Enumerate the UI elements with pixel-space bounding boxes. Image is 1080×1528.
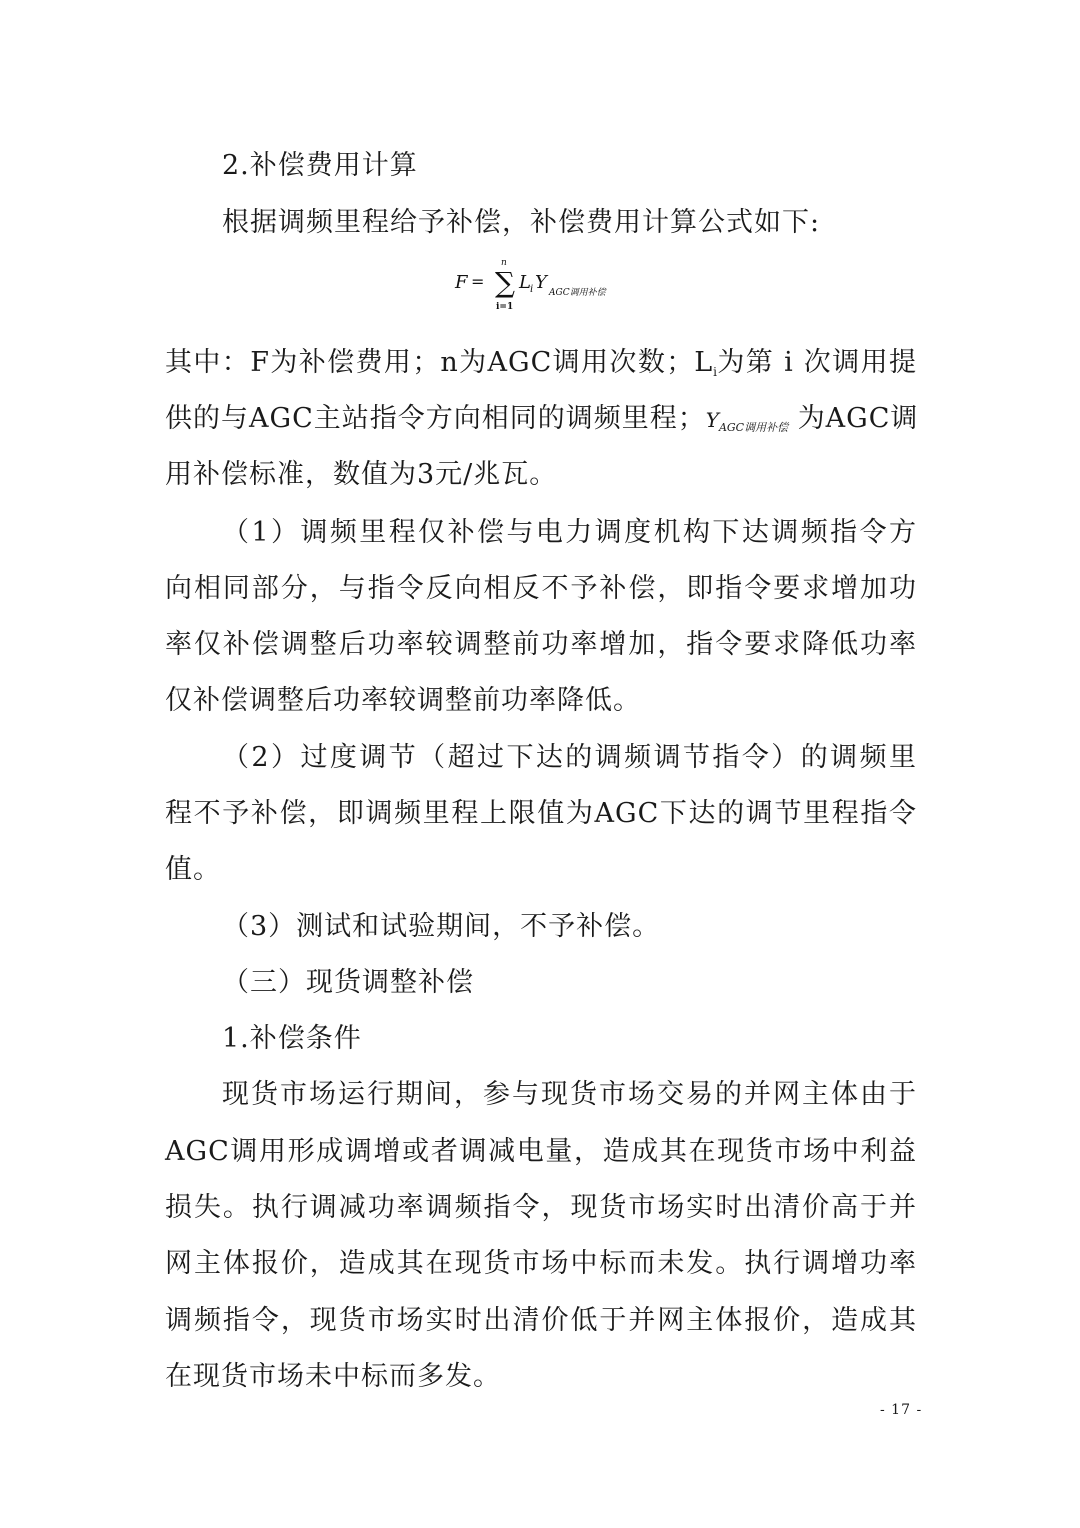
formula-Y: Y <box>535 272 547 293</box>
section-heading-2: 2.补偿费用计算 <box>222 150 418 181</box>
item-2-line-2: 程不予补偿，即调频里程上限值为AGC下达的调节里程指令 <box>165 798 917 829</box>
formula-sigma: ∑ <box>495 266 515 299</box>
formula-Y-sub: AGC调用补偿 <box>549 288 606 298</box>
formula-upper: n <box>501 258 507 268</box>
item-2-line-3: 值。 <box>165 854 221 885</box>
conditions-line-4: 网主体报价，造成其在现货市场中标而未发。执行调增功率 <box>165 1248 917 1279</box>
formula-lhs: F <box>455 272 468 293</box>
conditions-line-3: 损失。执行调减功率调频指令，现货市场实时出清价高于并 <box>165 1192 917 1223</box>
item-1-line-4: 仅补偿调整后功率较调整前功率降低。 <box>165 685 641 716</box>
formula-intro: 根据调频里程给予补偿，补偿费用计算公式如下: <box>222 207 821 238</box>
definition-line-2: 供的与AGC主站指令方向相同的调频里程；YAGC调用补偿 为AGC调 <box>165 403 919 434</box>
formula-L-sub: i <box>530 284 534 295</box>
formula-L: L <box>519 272 531 293</box>
conditions-line-6: 在现货市场未中标而多发。 <box>165 1361 501 1392</box>
formula-lower: i=1 <box>496 302 514 312</box>
conditions-line-2: AGC调用形成调增或者调减电量，造成其在现货市场中利益 <box>165 1136 917 1167</box>
definition-line-1: 其中：F为补偿费用；n为AGC调用次数；Li为第 i 次调用提 <box>165 347 917 379</box>
subheading-conditions: 1.补偿条件 <box>222 1023 362 1054</box>
conditions-line-5: 调频指令，现货市场实时出清价低于并网主体报价，造成其 <box>165 1305 917 1336</box>
item-1-line-1: （1）调频里程仅补偿与电力调度机构下达调频指令方 <box>222 517 917 548</box>
item-1-line-2: 向相同部分，与指令反向相反不予补偿，即指令要求增加功 <box>165 573 917 604</box>
item-2-line-1: （2）过度调节（超过下达的调频调节指令）的调频里 <box>222 742 917 773</box>
conditions-line-1: 现货市场运行期间，参与现货市场交易的并网主体由于 <box>222 1079 917 1110</box>
formula-eq: = <box>471 272 485 291</box>
item-1-line-3: 率仅补偿调整后功率较调整前功率增加，指令要求降低功率 <box>165 629 917 660</box>
page-number: - 17 - <box>880 1402 923 1418</box>
item-3: （3）测试和试验期间，不予补偿。 <box>222 911 661 942</box>
compensation-formula <box>455 258 655 318</box>
definition-line-3: 用补偿标准，数值为3元/兆瓦。 <box>165 459 558 490</box>
section-heading-3: （三）现货调整补偿 <box>222 967 474 998</box>
